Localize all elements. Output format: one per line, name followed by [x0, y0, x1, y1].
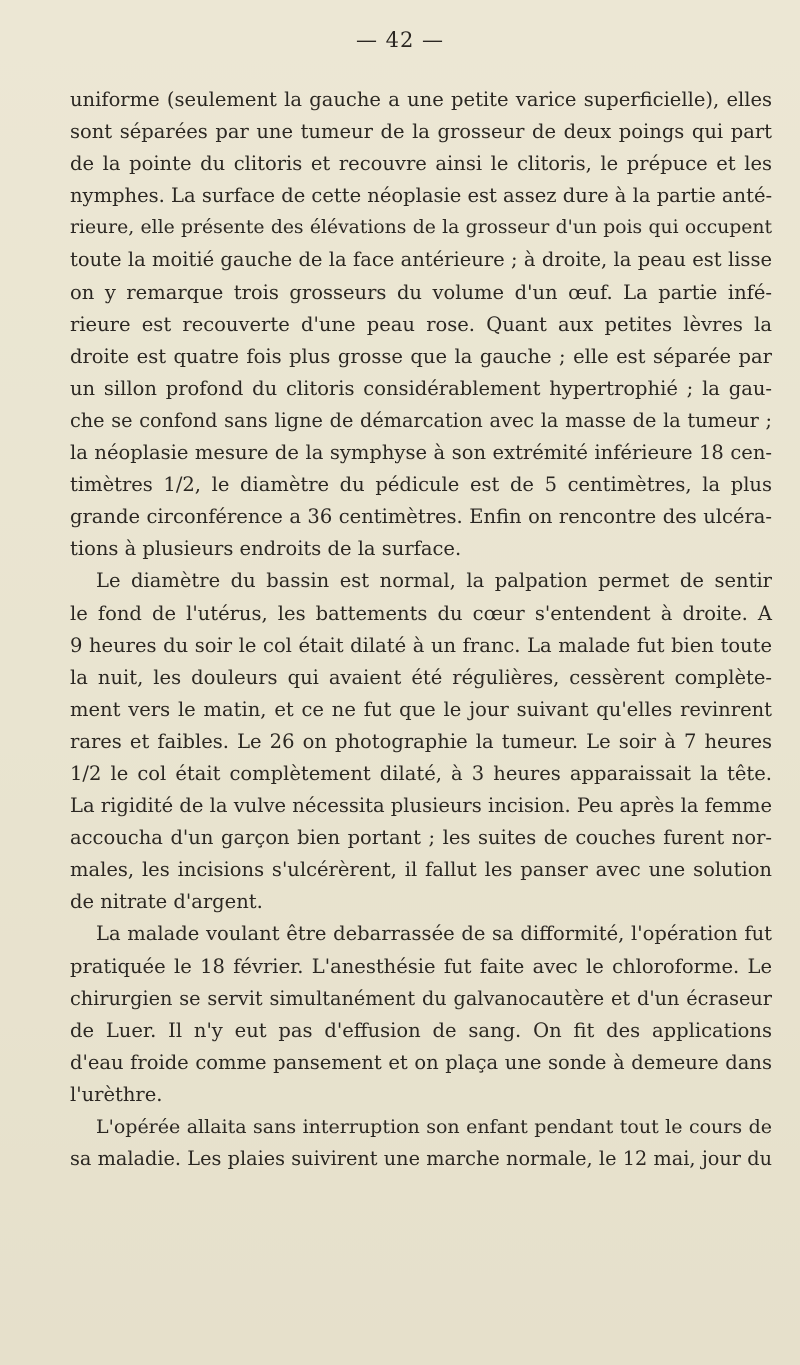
text-line: pratiquée le 18 février. L'anesthésie fut faite avec le chloroforme. Le: [70, 954, 772, 978]
text-line: d'eau froide comme pansement et on plaça une sonde à demeure dans: [70, 1050, 772, 1074]
text-line: de la pointe du clitoris et recouvre ainsi le clitoris, le prépuce et les: [70, 152, 772, 176]
text-line: 9 heures du soir le col était dilaté à un franc. La malade fut bien toute: [70, 633, 772, 657]
page-number: — 42 —: [355, 28, 445, 52]
text-line: 1/2 le col était complètement dilaté, à 3 heures apparaissait la tête.: [70, 761, 772, 785]
text-line: tions à plusieurs endroits de la surface.: [70, 537, 462, 561]
text-line: La malade voulant être debarrassée de sa difformité, l'opération fut: [96, 922, 772, 946]
text-line: droite est quatre fois plus grosse que la gauche ; elle est séparée par: [70, 344, 772, 368]
text-line: l'urèthre.: [70, 1082, 163, 1106]
text-line: ment vers le matin, et ce ne fut que le jour suivant qu'elles revinrent: [70, 697, 772, 721]
text-line: on y remarque trois grosseurs du volume d'un œuf. La partie infé-: [70, 280, 772, 304]
body-text: [70, 84, 772, 1175]
text-line: un sillon profond du clitoris considérablement hypertrophié ; la gau-: [70, 376, 772, 400]
text-line: chirurgien se servit simultanément du galvanocautère et d'un écraseur: [70, 986, 772, 1010]
text-line: males, les incisions s'ulcérèrent, il fallut les panser avec une solution: [70, 858, 772, 882]
text-line: La rigidité de la vulve nécessita plusieurs incision. Peu après la femme: [70, 794, 772, 818]
text-line: sont séparées par une tumeur de la grosseur de deux poings qui part: [70, 120, 772, 144]
text-line: grande circonférence a 36 centimètres. Enfin on rencontre des ulcéra-: [70, 505, 772, 529]
text-line: rares et faibles. Le 26 on photographie la tumeur. Le soir à 7 heures: [70, 729, 772, 753]
text-line: toute la moitié gauche de la face antérieure ; à droite, la peau est lisse: [70, 248, 772, 272]
text-line: de Luer. Il n'y eut pas d'effusion de sang. On fit des applications: [70, 1018, 772, 1042]
text-line: sa maladie. Les plaies suivirent une marche normale, le 12 mai, jour du: [70, 1147, 772, 1171]
text-line: L'opérée allaita sans interruption son enfant pendant tout le cours de: [96, 1116, 772, 1138]
text-line: uniforme (seulement la gauche a une petite varice superficielle), elles: [70, 88, 772, 111]
text-line: che se confond sans ligne de démarcation avec la masse de la tumeur ;: [70, 408, 772, 432]
text-line: timètres 1/2, le diamètre du pédicule est de 5 centimètres, la plus: [70, 473, 772, 497]
text-line: Le diamètre du bassin est normal, la palpation permet de sentir: [96, 569, 772, 593]
text-line: accoucha d'un garçon bien portant ; les suites de couches furent nor-: [70, 826, 772, 850]
text-line: nymphes. La surface de cette néoplasie est assez dure à la partie anté-: [70, 184, 773, 208]
text-line: rieure, elle présente des élévations de la grosseur d'un pois qui occupent: [70, 217, 772, 239]
text-line: le fond de l'utérus, les battements du cœur s'entendent à droite. A: [70, 601, 772, 625]
text-line: rieure est recouverte d'une peau rose. Quant aux petites lèvres la: [70, 312, 772, 336]
text-line: de nitrate d'argent.: [70, 890, 263, 914]
text-line: la néoplasie mesure de la symphyse à son extrémité inférieure 18 cen-: [70, 441, 772, 465]
text-line: la nuit, les douleurs qui avaient été régulières, cessèrent complète-: [70, 665, 772, 689]
